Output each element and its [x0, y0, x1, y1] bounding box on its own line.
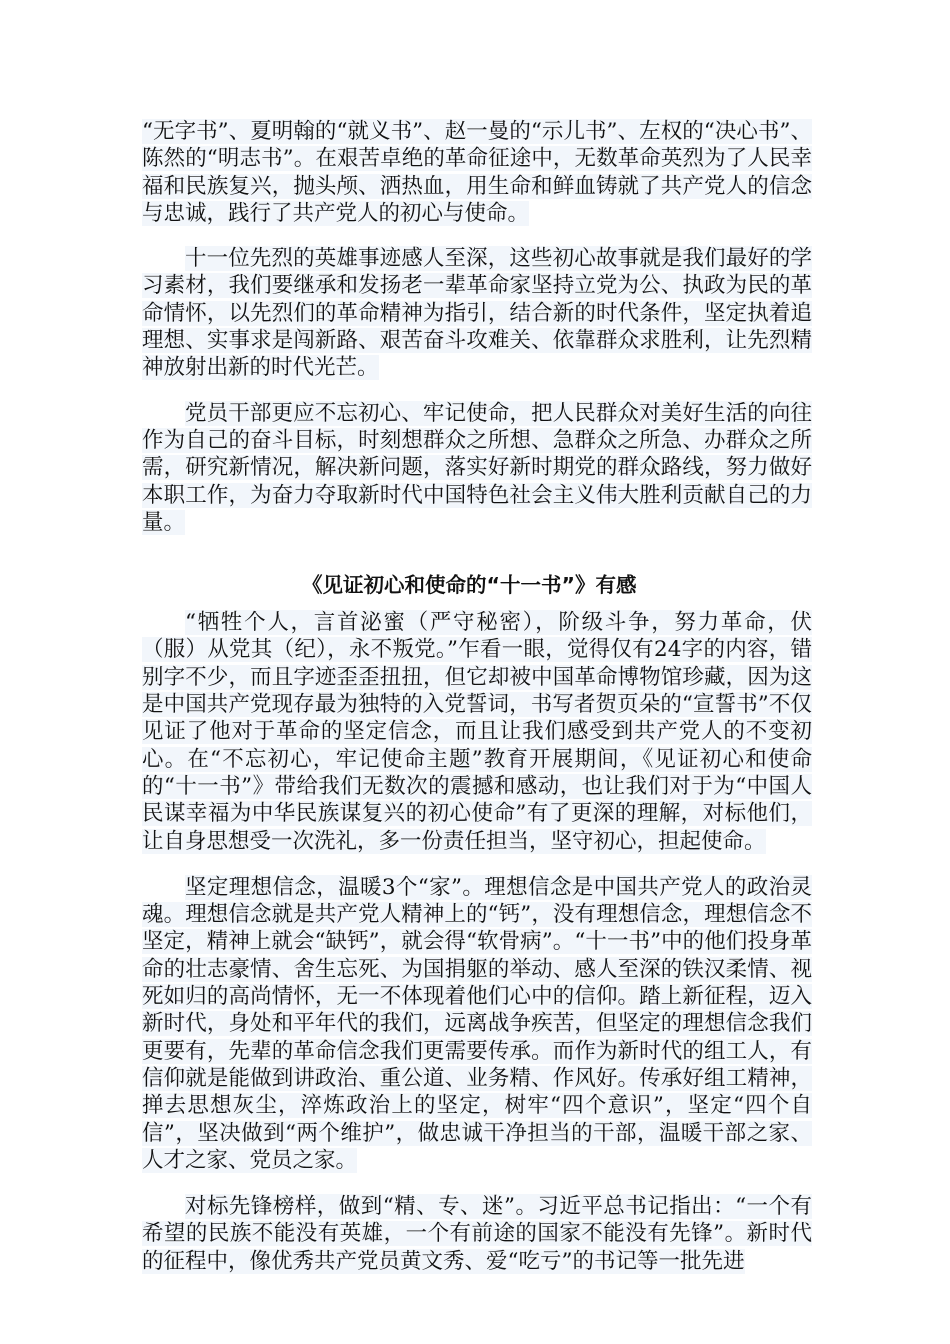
paragraph	[142, 118, 812, 227]
paragraph	[142, 609, 812, 855]
paragraph	[142, 400, 812, 536]
paragraph-text: 党员干部更应不忘初心、牢记使命，把人民群众对美好生活的向往作为自己的奋斗目标，时刻想群众之所想、急群众之所急、办群众之所需，研究新情况，解决新问题，落实好新时期党的群众路线，努力做好本职工作，为奋力夺取新时代中国特色社会主义伟大胜利贡献自己的力量。	[142, 400, 812, 535]
paragraph	[142, 874, 812, 1174]
paragraph-text: “牺牲个人，言首泌蜜（严守秘密），阶级斗争，努力革命，伏（服）从党其（纪），永不叛党。”乍看一眼，觉得仅有24字的内容，错别字不少，而且字迹歪歪扭扭，但它却被中国革命博物馆珍藏，因为这是中国共产党现存最为独特的入党誓词，书写者贺页朵的“宣誓书”不仅见证了他对于革命的坚定信念，而且让我们感受到共产党人的不变初心。在“不忘初心，牢记使命主题”教育开展期间，《见证初心和使命的“十一书”》带给我们无数次的震撼和感动，也让我们对于为“中国人民谋幸福为中华民族谋复兴的初心使命”有了更深的理解，对标他们，让自身思想受一次洗礼，多一份责任担当，坚守初心，担起使命。	[142, 610, 812, 854]
essay-section-2	[142, 572, 812, 1275]
paragraph-text: “无字书”、夏明翰的“就义书”、赵一曼的“示儿书”、左权的“决心书”、陈然的“明志书”。在艰苦卓绝的革命征途中，无数革命英烈为了人民幸福和民族复兴，抛头颅、洒热血，用生命和鲜血铸就了共产党人的信念与忠诚，践行了共产党人的初心与使命。	[142, 119, 812, 226]
paragraph-text: 十一位先烈的英雄事迹感人至深，这些初心故事就是我们最好的学习素材，我们要继承和发扬老一辈革命家坚持立党为公、执政为民的革命情怀，以先烈们的革命精神为指引，结合新的时代条件，坚定执着追理想、实事求是闯新路、艰苦奋斗攻难关、依靠群众求胜利，让先烈精神放射出新的时代光芒。	[142, 246, 812, 381]
paragraph-text: 对标先锋榜样，做到“精、专、迷”。习近平总书记指出：“一个有希望的民族不能没有英雄，一个有前途的国家不能没有先锋”。新时代的征程中，像优秀共产党员黄文秀、爱“吃亏”的书记等一批先进	[142, 1194, 812, 1274]
paragraph	[142, 245, 812, 381]
paragraph-text: 坚定理想信念，温暖3个“家”。理想信念是中国共产党人的政治灵魂。理想信念就是共产党人精神上的“钙”，没有理想信念，理想信念不坚定，精神上就会“缺钙”，就会得“软骨病”。“十一书”中的他们投身革命的壮志豪情、舍生忘死、为国捐躯的举动、感人至深的铁汉柔情、视死如归的高尚情怀，无一不体现着他们心中的信仰。踏上新征程，迈入新时代，身处和平年代的我们，远离战争疾苦，但坚定的理想信念我们更要有，先辈的革命信念我们更需要传承。而作为新时代的组工人，有信仰就是能做到讲政治、重公道、业务精、作风好。传承好组工精神，掸去思想灰尘，淬炼政治上的坚定，树牢“四个意识”，坚定“四个自信”，坚决做到“两个维护”，做忠诚干净担当的干部，温暖干部之家、人才之家、党员之家。	[142, 874, 812, 1173]
document-body	[142, 118, 812, 1294]
section-title: 《见证初心和使命的“十一书”》有感	[302, 573, 637, 598]
paragraph	[142, 1193, 812, 1275]
essay-section-1	[142, 118, 812, 536]
